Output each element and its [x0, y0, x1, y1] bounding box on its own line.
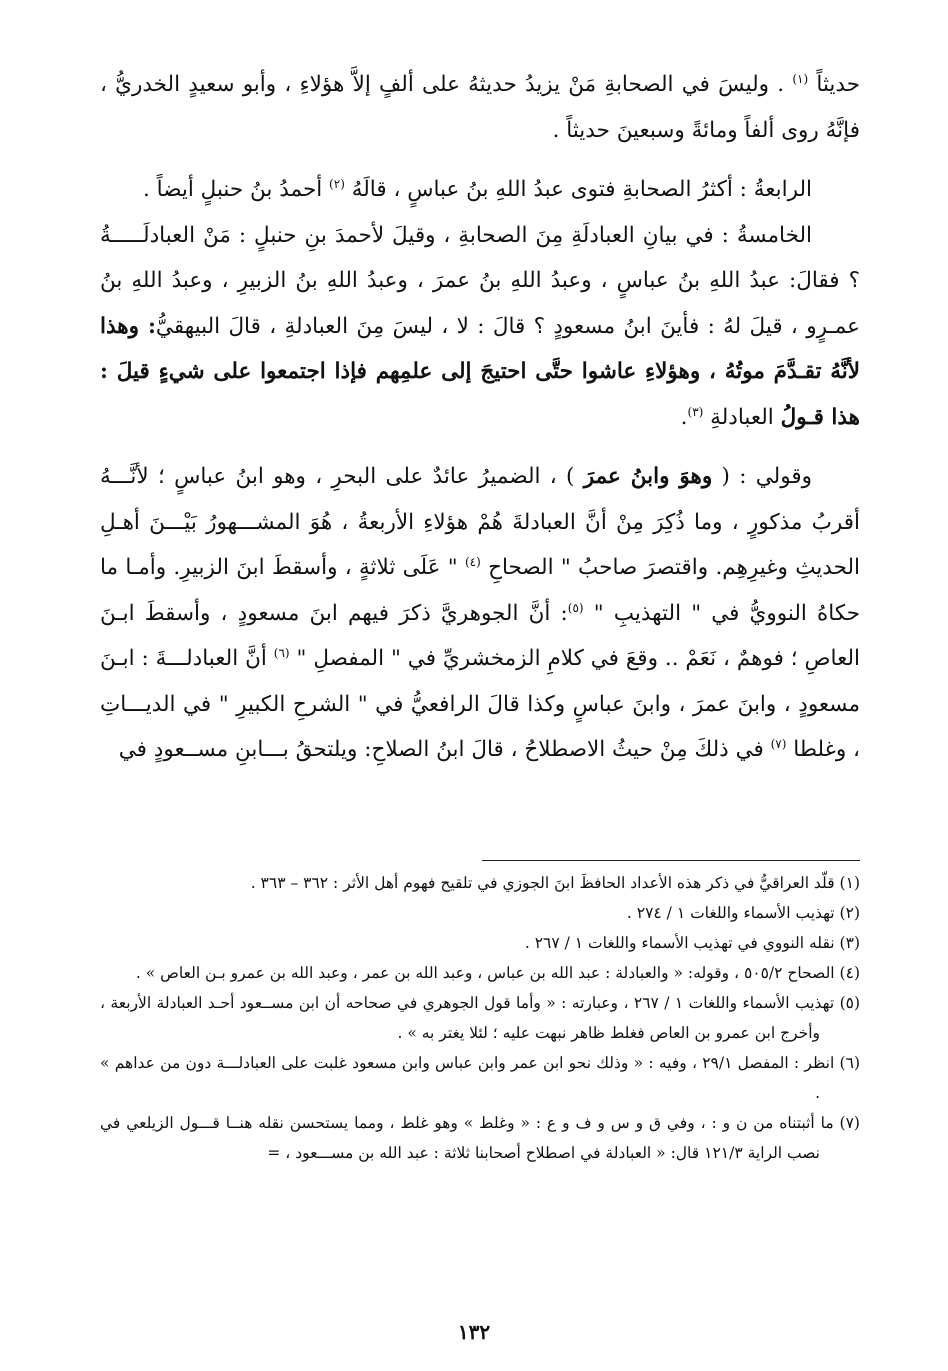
- footnote-ref-5[interactable]: (٥): [567, 600, 584, 615]
- footnote-ref-3[interactable]: (٣): [687, 404, 704, 419]
- text-span: . وليسَ في الصحابةِ مَنْ يزيدُ حديثهُ على ألفٍ إلاَّ هؤلاءِ ، وأبو سعيدٍ الخدريُّ ، فإنَّهُ روى ألفاً ومائةً وسبعينَ حديثاً .: [100, 72, 860, 143]
- footnote-text: تهذيب الأسماء واللغات ١ / ٢٦٧ ، وعبارته : « وأما قول الجوهري في صحاحه أن ابن مســعود أحـد العبادلة الأربعة ، وأخرج ابن عمرو بن العاص فغلط ظاهر نبهت عليه ؛ لئلا يغتر به » .: [100, 994, 835, 1042]
- footnote-6: [100, 1048, 860, 1108]
- page-number: ١٣٢: [457, 1320, 491, 1344]
- footnote-number: (٥): [839, 994, 861, 1012]
- text-span: أحمدُ بنُ حنبلٍ أيضاً .: [143, 177, 323, 202]
- footnote-text: قلّد العراقيُّ في ذكر هذه الأعداد الحافظَ ابنَ الجوزي في تلقيح فهوم أهل الأثر : ٣٦٢ – ٣٦٣ .: [250, 874, 835, 892]
- footnote-number: (٧): [839, 1114, 860, 1132]
- paragraph-2: [100, 167, 860, 213]
- paragraph-1: [100, 62, 860, 153]
- footnotes: [100, 868, 860, 1168]
- text-span: الخامسةُ : في بيانِ العبادلَةِ مِنَ الصحابةِ ، وقيلَ لأحمدَ بنِ حنبلٍ : مَنْ العبادلَـــــةُ ؟ فقالَ: عبدُ اللهِ بنُ عباسٍ ، وعبدُ اللهِ بنُ عمرَ ، وعبدُ اللهِ بنُ الزبيرِ ، وعبدُ اللهِ بنُ عمـرٍو ، قيلَ لهُ : فأينَ ابنُ مسعودٍ ؟ قالَ : لا ، ليسَ مِنَ العبادلةِ ، قالَ البيهقيُّ: [100, 222, 860, 339]
- footnote-ref-4[interactable]: (٤): [464, 554, 481, 569]
- text-span: في ذلكَ مِنْ حيثُ الاصطلاحُ ، قالَ ابنُ الصلاحِ: ويلتحقُ بـــابنِ مســعودٍ في: [118, 737, 764, 762]
- footnote-4: [100, 958, 860, 988]
- main-text: [100, 62, 860, 773]
- bold-text: : وهذا لأنَّهُ تقـدَّمَ موتُهُ ، وهؤلاءِ عاشوا حتَّى احتيجَ إلى علمِهم فإذا اجتمعوا على شيءٍ قيلَ : هذا قـولُ: [100, 313, 860, 430]
- text-span: وقولي : (: [721, 464, 812, 489]
- footnote-ref-7[interactable]: (٧): [770, 736, 787, 751]
- paragraph-4: [100, 454, 860, 773]
- footnote-2: [100, 898, 860, 928]
- text-span: أنَّ العبادلـــةَ : ابـنَ مسعودٍ ، وابنَ عمرَ ، وابنَ عباسٍ وكذا قالَ الرافعيُّ في " الشرحِ الكبيرِ " في الديـــاتِ ، وغلطا: [100, 646, 860, 762]
- text-span: الرابعةُ : أكثرُ الصحابةِ فتوى عبدُ اللهِ بنُ عباسٍ ، قالَهُ: [351, 177, 812, 202]
- text-span: " عَلَى ثلاثةٍ ، وأسقطَ ابنَ الزبيرِ. وأمـا ما حكاهُ النوويُّ في " التهذيبِ ": [100, 555, 860, 626]
- footnote-ref-6[interactable]: (٦): [273, 645, 290, 660]
- footnote-5: [100, 988, 860, 1048]
- footnote-text: ما أثبتناه من ن و : ، وفي ق و س و ف و ع : « وغلط » وهو غلط ، ومما يستحسن نقله هنــا قـــول الزيلعي في نصب الراية ١٢١/٣ قال: « العبادلة في اصطلاح أصحابنا ثلاثة : عبد الله بن مســـعود ، =: [100, 1114, 834, 1162]
- footnote-text: تهذيب الأسماء واللغات ١ / ٢٧٤ .: [626, 904, 835, 922]
- text-span: ) ، الضميرُ عائدٌ على البحرِ ، وهو ابنُ عباسٍ ؛ لأنَّـــهُ أقربُ مذكورٍ ، وما ذُكِرَ مِنْ أنَّ العبادلةَ هُمْ هؤلاءِ الأربعةُ ، هُوَ المشـــهورُ بَيْـــنَ أهـلِ الحديثِ وغيرِهِم. واقتصرَ صاحبُ " الصحاحِ: [100, 464, 860, 580]
- footnote-number: (٣): [839, 934, 860, 952]
- footnote-ref-2[interactable]: (٢): [329, 176, 345, 191]
- text-span: : أنَّ الجوهريَّ ذكرَ فيهم ابنَ مسعودٍ ، وأسقطَ ابـنَ العاصِ ؛ فوهمٌ ، نَعَمْ .. وقعَ في كلامِ الزمخشريِّ في " المفصلِ ": [100, 600, 860, 671]
- footnote-3: [100, 928, 860, 958]
- text-span: حديثاً: [816, 72, 860, 97]
- text-span: العبادلةِ: [710, 404, 774, 430]
- footnote-1: [100, 868, 860, 898]
- footnote-number: (٤): [839, 964, 860, 982]
- footnote-number: (٢): [839, 904, 860, 922]
- footnote-text: انظر : المفصل ٢٩/١ ، وفيه : « وذلك نحو ابن عمر وابن عباس وابن مسعود غلبت على العبادلـــة دون من عداهم » .: [100, 1054, 835, 1102]
- footnote-ref-1[interactable]: (١): [792, 71, 809, 86]
- footnote-number: (١): [839, 874, 860, 892]
- footnote-7: [100, 1108, 860, 1168]
- footnote-number: (٦): [839, 1054, 860, 1072]
- footnote-divider: [482, 860, 860, 861]
- text-span: .: [680, 404, 688, 430]
- paragraph-3: [100, 213, 860, 441]
- quoted-bold-text: وهوَ وابنُ عمرَ: [583, 464, 713, 489]
- footnote-text: نقله النووي في تهذيب الأسماء واللغات ١ / ٢٦٧ .: [524, 934, 835, 952]
- footnote-text: الصحاح ٥٠٥/٢ ، وقوله: « والعبادلة : عبد الله بن عباس ، وعبد الله بن عمر ، وعبد الله بن عمرو بـن العاص » .: [135, 964, 835, 982]
